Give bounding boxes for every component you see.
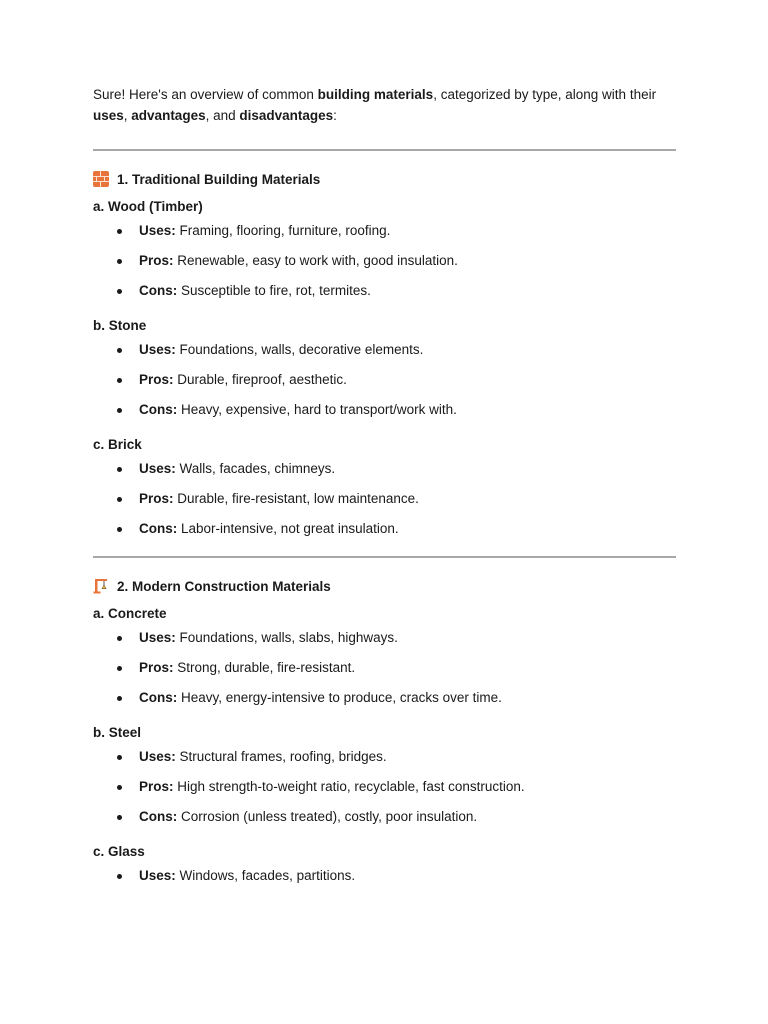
- material-heading: b. Stone: [93, 318, 147, 333]
- list-item: Pros: Durable, fireproof, aesthetic.: [93, 365, 676, 395]
- material-list: [93, 454, 676, 544]
- section-divider: [93, 149, 676, 151]
- section-title-text: 2. Modern Construction Materials: [117, 578, 331, 594]
- list-item: Uses: Windows, facades, partitions.: [93, 861, 676, 891]
- list-item: Uses: Walls, facades, chimneys.: [93, 454, 676, 484]
- intro-bold-disadvantages: disadvantages: [239, 108, 334, 123]
- list-item: Cons: Labor-intensive, not great insulation.: [93, 514, 676, 544]
- intro-text: :: [333, 108, 337, 123]
- section-title-traditional: [93, 170, 676, 188]
- intro-paragraph: [93, 84, 676, 126]
- material-heading: a. Wood (Timber): [93, 199, 203, 214]
- intro-bold-advantages: advantages: [131, 108, 206, 123]
- list-item: Pros: High strength-to-weight ratio, recyclable, fast construction.: [93, 772, 676, 802]
- list-item: Pros: Renewable, easy to work with, good insulation.: [93, 246, 676, 276]
- list-item: Cons: Corrosion (unless treated), costly, poor insulation.: [93, 802, 676, 832]
- intro-text: Sure! Here's an overview of common: [93, 87, 318, 102]
- material-heading: c. Glass: [93, 844, 145, 859]
- material-list: [93, 335, 676, 425]
- material-heading: b. Steel: [93, 725, 142, 740]
- material-list: [93, 742, 676, 832]
- material-heading: c. Brick: [93, 437, 142, 452]
- list-item: Uses: Structural frames, roofing, bridges.: [93, 742, 676, 772]
- material-list: [93, 861, 676, 891]
- list-item: Uses: Foundations, walls, slabs, highways.: [93, 623, 676, 653]
- section-divider: [93, 556, 676, 558]
- intro-bold-uses: uses: [93, 108, 124, 123]
- list-item: Cons: Susceptible to fire, rot, termites.: [93, 276, 676, 306]
- intro-text: , categorized by type, along with their: [433, 87, 657, 102]
- brick-icon: [93, 171, 109, 187]
- material-list: [93, 623, 676, 713]
- construction-crane-icon: [93, 578, 109, 594]
- section-title-text: 1. Traditional Building Materials: [117, 171, 321, 187]
- list-item: Pros: Durable, fire-resistant, low maintenance.: [93, 484, 676, 514]
- intro-bold-building-materials: building materials: [317, 87, 434, 102]
- list-item: Uses: Foundations, walls, decorative elements.: [93, 335, 676, 365]
- intro-text: , and: [205, 108, 240, 123]
- intro-text: ,: [123, 108, 132, 123]
- list-item: Cons: Heavy, expensive, hard to transport/work with.: [93, 395, 676, 425]
- list-item: Pros: Strong, durable, fire-resistant.: [93, 653, 676, 683]
- material-list: [93, 216, 676, 306]
- list-item: Uses: Framing, flooring, furniture, roofing.: [93, 216, 676, 246]
- list-item: Cons: Heavy, energy-intensive to produce, cracks over time.: [93, 683, 676, 713]
- material-heading: a. Concrete: [93, 606, 167, 621]
- document-page: [93, 84, 676, 891]
- section-title-modern: [93, 577, 676, 595]
